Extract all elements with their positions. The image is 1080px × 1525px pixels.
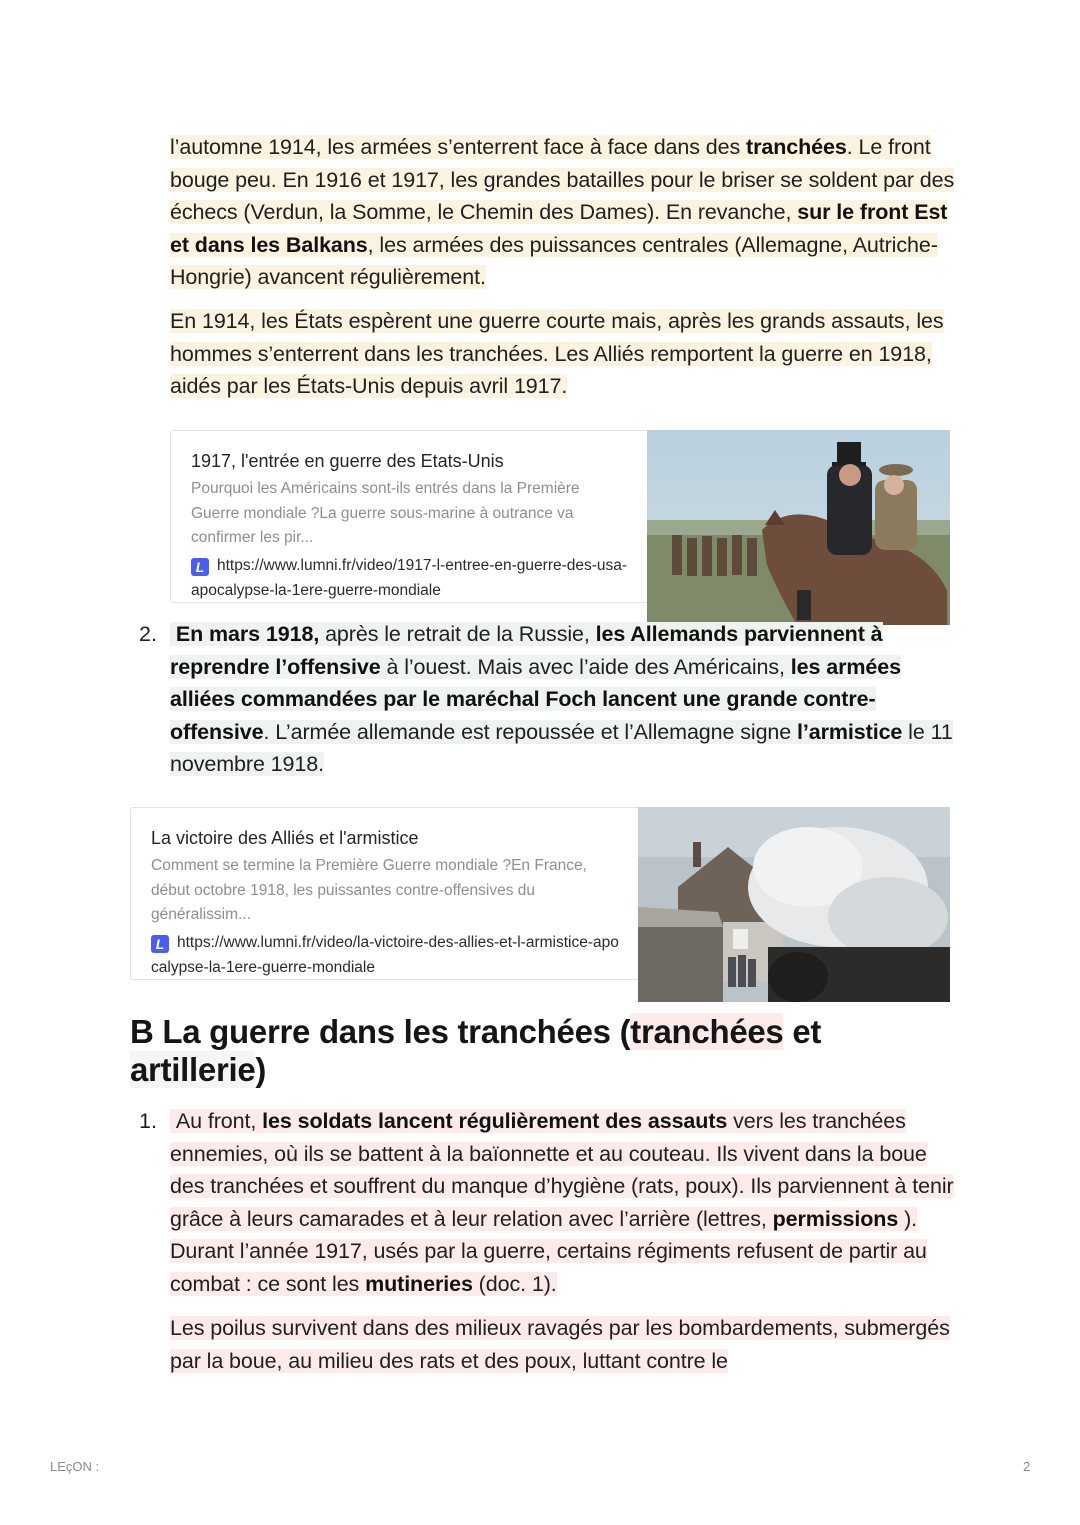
list-number: 2. — [139, 622, 157, 646]
paragraph-front-ouest — [170, 131, 960, 294]
card-description: Comment se termine la Première Guerre mondiale ?En France, début octobre 1918, les puissantes contre-offensives du généralissim... — [151, 857, 587, 923]
list-item-mars-1918 — [170, 618, 960, 781]
lumni-logo-icon: L — [191, 558, 209, 576]
paragraph-summary-1914 — [170, 305, 960, 403]
list-item-au-front — [170, 1105, 960, 1300]
bold-term: mutineries — [365, 1271, 473, 1296]
horse-riders-photo-icon — [647, 430, 950, 625]
bold-term: les armées alliées commandées par le maréchal Foch lancent une grande contre-offensive — [170, 654, 901, 744]
list-number: 1. — [139, 1109, 157, 1133]
card-title: La victoire des Alliés et l'armistice — [151, 828, 419, 848]
steam-train-photo-icon — [638, 807, 950, 1002]
highlighted-word: artillerie — [130, 1051, 256, 1088]
highlighted-text: Les poilus survivent dans des milieux ravagés par les bombardements, submergés par la boue, au milieu des rats et des poux, luttant contre le — [170, 1316, 950, 1373]
card-description: Pourquoi les Américains sont-ils entrés dans la Première Guerre mondiale ?La guerre sous-marine à outrance va confirmer les pir... — [191, 480, 580, 546]
page-number: 2 — [1023, 1459, 1031, 1474]
card-url[interactable]: L https://www.lumni.fr/video/1917-l-entree-en-guerre-des-usa-apocalypse-la-1ere-guerre-mondiale — [191, 556, 628, 599]
bold-term: l’armistice — [797, 719, 903, 744]
highlighted-text: En 1914, les États espèrent une guerre courte mais, après les grands assauts, les hommes s’enterrent dans les tranchées. Les Alliés remportent la guerre en 1918, aidés par les États-Unis depuis avril 1917. — [170, 309, 944, 398]
highlighted-text: En mars 1918, après le retrait de la Russie, les Allemands parviennent à reprendre l’offensive à l’ouest. Mais avec l’aide des Américains, les armées alliées commandées par le maréchal Foch lancent une grande contre-offensive. L’armée allemande est repoussée et l’Allemagne signe l’armistice le 11 novembre 1918. — [170, 622, 953, 776]
bold-term: En mars 1918, — [175, 622, 320, 646]
card-thumbnail-train[interactable] — [638, 807, 950, 1002]
lumni-logo-icon: L — [151, 935, 169, 953]
bold-term: les soldats lancent régulièrement des assauts — [262, 1109, 728, 1133]
card-title: 1917, l'entrée en guerre des Etats-Unis — [191, 451, 504, 471]
bold-term: tranchées — [746, 135, 847, 159]
paragraph-poilus — [170, 1312, 960, 1377]
highlighted-word: tranchées — [630, 1013, 784, 1050]
bold-term: sur le front Est et dans les Balkans — [170, 200, 948, 257]
bold-term: les Allemands parviennent à reprendre l’offensive — [170, 622, 883, 679]
card-thumbnail-riders[interactable] — [647, 430, 950, 625]
footer-lesson-label: LEçON : — [50, 1459, 100, 1474]
bold-term: permissions — [772, 1206, 899, 1231]
highlighted-text: Au front, les soldats lancent régulièrement des assauts vers les tranchées ennemies, où ils se battent à la baïonnette et au couteau. Ils vivent dans la boue des tranchées et souffrent du manque d’hygiène (rats, poux). Ils parviennent à tenir grâce à leurs camarades et à leur relation avec l’arrière (lettres, permissions ). Durant l’année 1917, usés par la guerre, certains régiments refusent de partir au combat : ce sont les mutineries (doc. 1). — [170, 1109, 954, 1296]
section-heading-tranchees: B La guerre dans les tranchées (tranchées et artillerie) — [130, 1013, 822, 1088]
highlighted-text: l’automne 1914, les armées s’enterrent face à face dans des tranchées. Le front bouge peu. En 1916 et 1917, les grandes batailles pour le briser se soldent par des échecs (Verdun, la Somme, le Chemin des Dames). En revanche, sur le front Est et dans les Balkans, les armées des puissances centrales (Allemagne, Autriche-Hongrie) avancent régulièrement. — [170, 135, 955, 289]
card-url[interactable]: L https://www.lumni.fr/video/la-victoire-des-allies-et-l-armistice-apocalypse-la-1ere-guerre-mondiale — [151, 933, 619, 976]
